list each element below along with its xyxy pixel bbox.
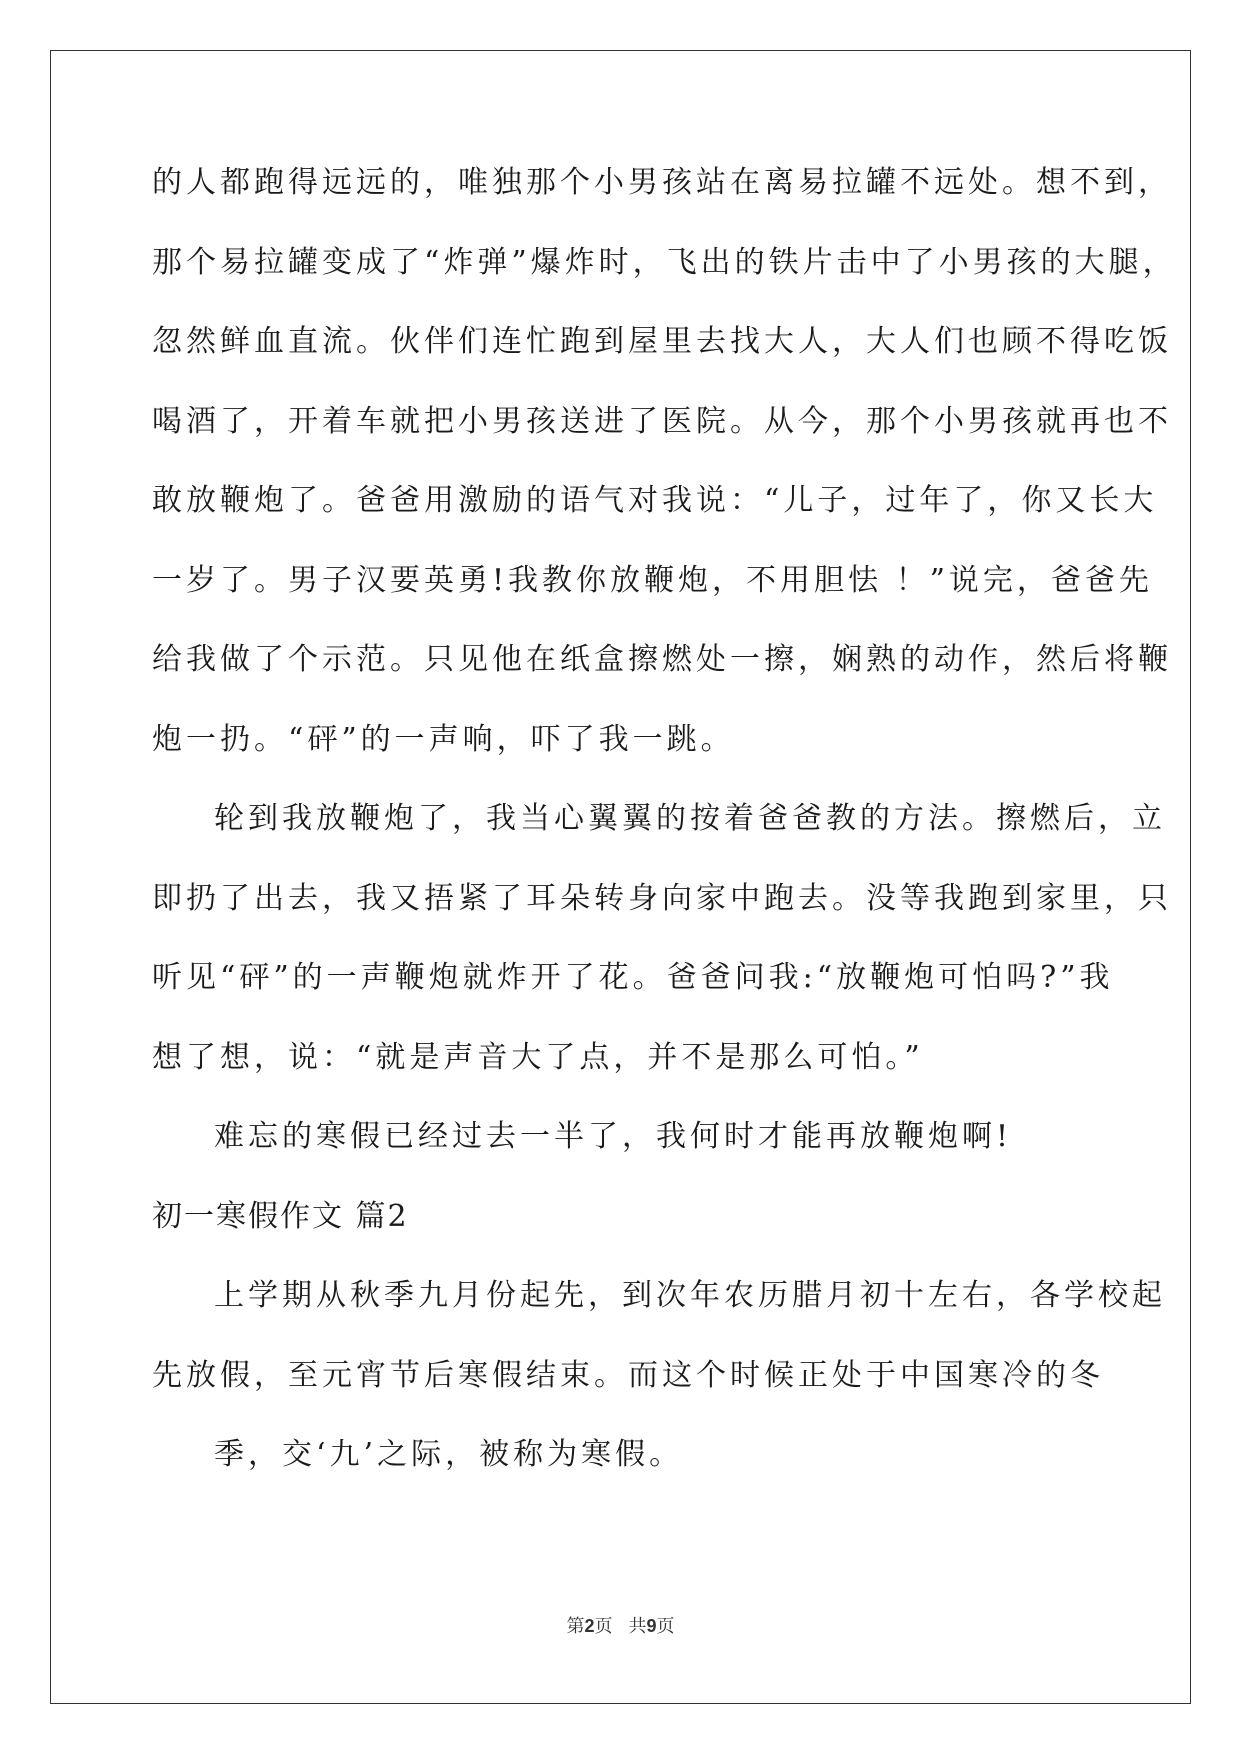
text-line: 难忘的寒假已经过去一半了，我何时才能再放鞭炮啊! — [214, 1119, 1013, 1154]
footer-prefix: 第 — [566, 1616, 585, 1637]
text-line: 想了想，说：“就是声音大了点，并不是那么可怕。” — [152, 1039, 924, 1075]
text-line: 季，交‘九’之际，被称为寒假。 — [214, 1437, 684, 1472]
text-line: 炮一扔。“砰”的一声响，吓了我一跳。 — [152, 721, 735, 757]
text-line: 听见“砰”的一声鞭炮就炸开了花。爸爸问我:“放鞭炮可怕吗?”我 — [152, 960, 1114, 995]
text-line: 上学期从秋季九月份起先，到次年农历腊月初十左右，各学校起 — [214, 1278, 1166, 1313]
section-heading: 初一寒假作文 篇2 — [152, 1198, 409, 1234]
text-line: 敢放鞭炮了。爸爸用激励的语气对我说：“儿子，过年了，你又长大 — [152, 483, 1158, 518]
text-line: 给我做了个示范。只见他在纸盒擦燃处一擦，娴熟的动作，然后将鞭 — [152, 642, 1172, 677]
text-line: 一岁了。男子汉要英勇!我教你放鞭炮，不用胆怯 ！”说完，爸爸先 — [152, 562, 1153, 598]
footer-total-suffix: 页 — [656, 1616, 675, 1637]
current-page-number: 2 — [584, 1616, 595, 1636]
text-line: 即扔了出去，我又捂紧了耳朵转身向家中跑去。没等我跑到家里，只 — [152, 880, 1172, 916]
text-line: 忽然鲜血直流。伙伴们连忙跑到屋里去找大人，大人们也顾不得吃饭 — [152, 324, 1172, 359]
footer-page-suffix: 页 — [594, 1616, 613, 1637]
text-line: 轮到我放鞭炮了，我当心翼翼的按着爸爸教的方法。擦燃后，立 — [214, 801, 1166, 836]
page-footer — [0, 1612, 1241, 1638]
text-line: 先放假，至元宵节后寒假结束。而这个时候正处于中国寒冷的冬 — [152, 1357, 1104, 1393]
document-body — [152, 162, 1177, 1514]
total-page-count: 9 — [646, 1616, 657, 1636]
footer-total-prefix: 共 — [628, 1616, 647, 1637]
text-line: 喝酒了，开着车就把小男孩送进了医院。从今，那个小男孩就再也不 — [152, 403, 1172, 439]
text-line: 那个易拉罐变成了“炸弹”爆炸时，飞出的铁片击中了小男孩的大腿， — [152, 244, 1177, 280]
text-line: 的人都跑得远远的，唯独那个小男孩站在离易拉罐不远处。想不到， — [152, 165, 1172, 200]
